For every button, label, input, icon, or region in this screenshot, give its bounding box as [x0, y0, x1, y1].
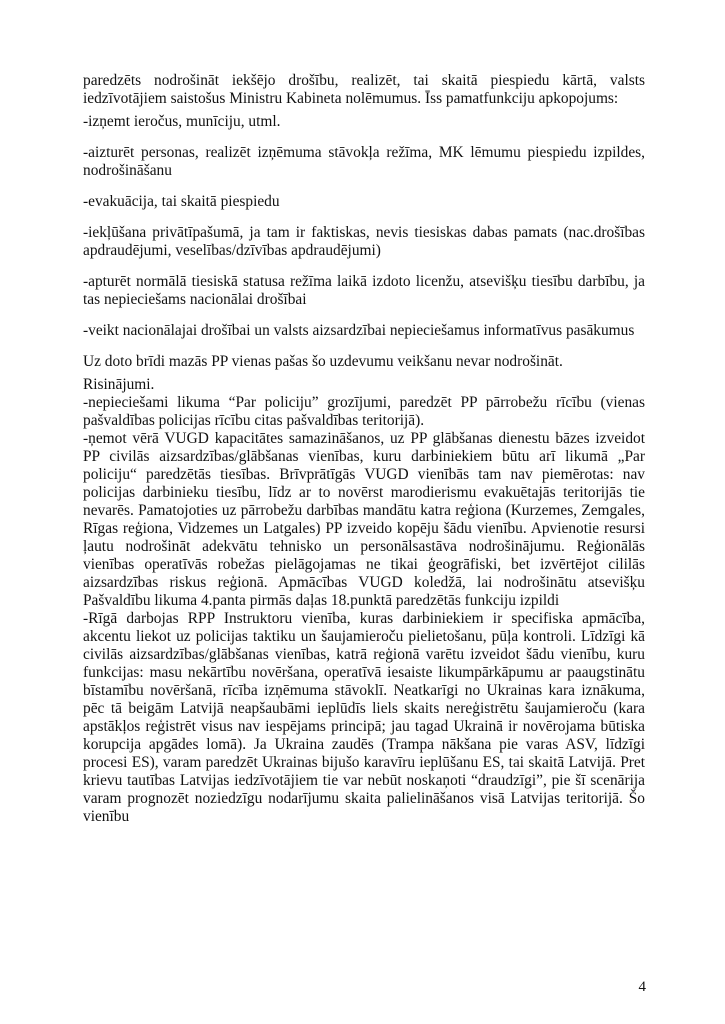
- solution-item-instructor-unit: -Rīgā darbojas RPP Instruktoru vienība, kuras darbiniekiem ir specifiska apmācība, akcentu liekot uz policijas taktiku un šaujamieroču pielietošanu, pūļa kontroli. Līdzīgi kā civilās aizsardzības/glābšanas vienības, katrā reģionā varētu izveidot šādu vienību, kuru funkcijas: masu nekārtību novēršana, operatīvā iesaiste likumpārkāpumu ar paaugstinātu bīstamību novēršanā, rīcība izņēmuma stāvoklī. Neatkarīgi no Ukrainas kara iznākuma, pēc tā beigām Latvijā neapšaubāmi ieplūdīs liels skaits nereģistrētu šaujamieroču (kara apstākļos reģistrēt visus nav iespējams principā; jau tagad Ukrainā ir novērojama būtiska korupcija apgādes lomā). Ja Ukraina zaudēs (Trampa nākšana pie varas ASV, līdzīgi procesi ES), varam paredzēt Ukrainas bijušo karavīru ieplūšanu ES, tai skaitā Latvijā. Pret krievu tautības Latvijas iedzīvotājiem tie var nebūt noskaņoti “draudzīgi”, pie šī scenārija varam prognozēt noziedzīgu nodarījumu skaita palielināšanos visā Latvijas teritorijā. Šo vienību: [83, 610, 645, 825]
- section-heading-solutions: Risinājumi.: [83, 376, 155, 393]
- list-item-suspend: -apturēt normālā tiesiskā statusa režīma laikā izdoto licenžu, atsevišķu tiesību darbību, ja tas nepieciešams nacionālai drošībai: [83, 273, 645, 308]
- page-number: 4: [638, 979, 646, 995]
- list-item-detain: -aizturēt personas, realizēt izņēmuma stāvokļa režīma, MK lēmumu piespiedu izpildes, nodrošināšanu: [83, 144, 645, 179]
- list-item-evacuation: -evakuācija, tai skaitā piespiedu: [83, 193, 280, 210]
- list-item-info: -veikt nacionālajai drošībai un valsts aizsardzībai nepieciešamus informatīvus pasākumus: [83, 322, 635, 339]
- paragraph-statement: Uz doto brīdi mazās PP vienas pašas šo uzdevumu veikšanu nevar nodrošināt.: [83, 353, 563, 370]
- solution-item-civil-defense: -ņemot vērā VUGD kapacitātes samazināšanos, uz PP glābšanas dienestu bāzes izveidot PP civilās aizsardzības/glābšanas vienības, kuru darbiniekiem būtu arī likumā „Par policiju“ paredzētās tiesības. Brīvprātīgās VUGD vienībās tam nav piemērotas: nav policijas darbinieku tiesību, līdz ar to novērst marodierismu evakuētajās teritorijās tie nevarēs. Pamatojoties uz pārrobežu darbības mandātu katra reģiona (Kurzemes, Zemgales, Rīgas reģiona, Vidzemes un Latgales) PP izveido kopēju šādu vienību. Apvienotie resursi ļautu nodrošināt adekvātu tehnisko un personālsastāva nodrošinājumu. Reģionālās vienības operatīvās robežas pielāgojamas ne tikai ģeogrāfiski, bet izvērtējot cililās aizsardzības riskus reģionā. Apmācības VUGD koledžā, lai nodrošinātu atsevišķu Pašvaldību likuma 4.panta pirmās daļas 18.punktā paredzētās funkciju izpildi: [83, 430, 645, 609]
- list-item-entry: -iekļūšana privātīpašumā, ja tam ir faktiskas, nevis tiesiskas dabas pamats (nac.drošības apdraudējumi, veselības/dzīvības apdraudējumi): [83, 224, 645, 259]
- page-body: [83, 72, 645, 826]
- solution-item-law: -nepieciešami likuma “Par policiju” grozījumi, paredzēt PP pārrobežu rīcību (vienas pašvaldības policijas rīcību citas pašvaldības teritorijā).: [83, 394, 645, 429]
- list-item-weapons: -izņemt ieročus, munīciju, utml.: [83, 113, 281, 130]
- paragraph-intro: paredzēts nodrošināt iekšējo drošību, realizēt, tai skaitā piespiedu kārtā, valsts iedzīvotājiem saistošus Ministru Kabineta nolēmumus. Īss pamatfunkciju apkopojums:: [83, 72, 645, 107]
